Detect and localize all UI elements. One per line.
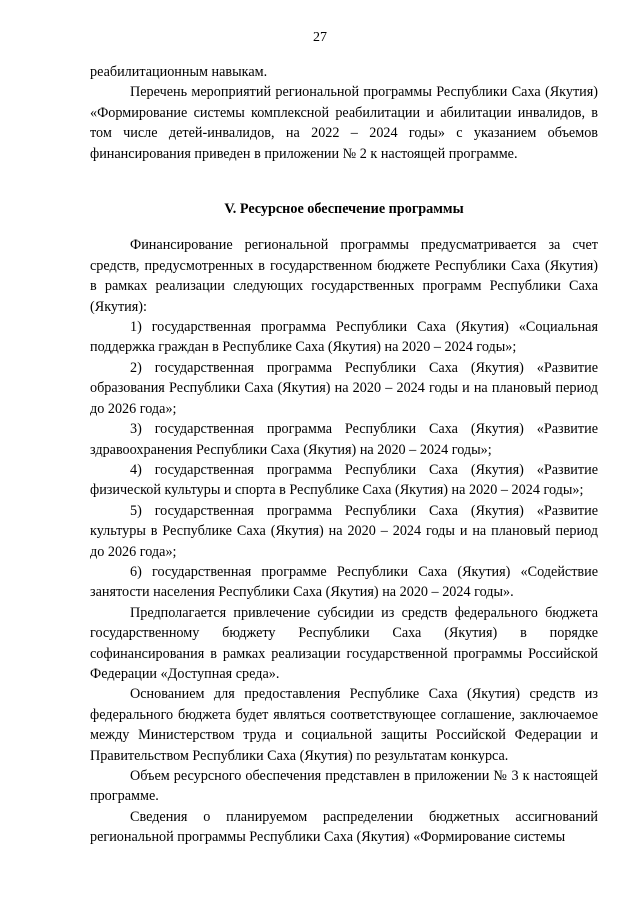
paragraph-financing: Финансирование региональной программы предусматривается за счет средств, предусмотренных в государственном бюджете Республики Саха (Якутия) в рамках реализации следующих государственных программ Республики Саха (Якутия): bbox=[90, 237, 598, 315]
list-item-2: 2) государственная программа Республики Саха (Якутия) «Развитие образования Республики Саха (Якутия) на 2020 – 2024 годы и на плановый период до 2026 года»; bbox=[90, 359, 598, 417]
paragraph-budget-allocation: Сведения о планируемом распределении бюджетных ассигнований региональной программы Республики Саха (Якутия) «Формирование системы bbox=[90, 808, 598, 846]
paragraph-continuation: реабилитационным навыкам. bbox=[90, 64, 268, 80]
paragraph-subsidy: Предполагается привлечение субсидии из средств федерального бюджета государственному бюджету Республики Саха (Якутия) в порядке софинансирования в рамках реализации государственной программы Российской Федерации «Доступная среда». bbox=[90, 604, 598, 682]
list-item-6: 6) государственная программе Республики Саха (Якутия) «Содействие занятости населения Республики Саха (Якутия) на 2020 – 2024 годы». bbox=[90, 563, 598, 601]
section-heading: V. Ресурсное обеспечение программы bbox=[224, 201, 464, 218]
page-number: 27 bbox=[313, 30, 327, 45]
paragraph-agreement: Основанием для предоставления Республике Саха (Якутия) средств из федерального бюджета будет являться соответствующее соглашение, заключаемое между Министерством труда и социальной защиты Российской Федерации и Правительством Республики Саха (Якутия) по результатам конкурса. bbox=[90, 686, 598, 764]
list-item-5: 5) государственная программа Республики Саха (Якутия) «Развитие культуры в Республике Саха (Якутия) на 2020 – 2024 годы и на плановый период до 2026 года»; bbox=[90, 502, 598, 560]
document-body bbox=[90, 62, 598, 848]
list-item-3: 3) государственная программа Республики Саха (Якутия) «Развитие здравоохранения Республики Саха (Якутия) на 2020 – 2024 годы»; bbox=[90, 421, 598, 458]
list-item-4: 4) государственная программа Республики Саха (Якутия) «Развитие физической культуры и спорта в Республике Саха (Якутия) на 2020 – 2024 годы»; bbox=[90, 461, 598, 499]
paragraph-resource-volume: Объем ресурсного обеспечения представлен в приложении № 3 к настоящей программе. bbox=[90, 768, 598, 805]
list-item-1: 1) государственная программа Республики Саха (Якутия) «Социальная поддержка граждан в Республике Саха (Якутия) на 2020 – 2024 годы»; bbox=[90, 319, 598, 356]
spacer bbox=[90, 164, 598, 182]
paragraph-activities-list: Перечень мероприятий региональной программы Республики Саха (Якутия) «Формирование системы комплексной реабилитации и абилитации инвалидов, в том числе детей-инвалидов, на 2022 – 2024 годы» с указанием объемов финансирования приведен в приложении № 2 к настоящей программе. bbox=[90, 84, 598, 162]
